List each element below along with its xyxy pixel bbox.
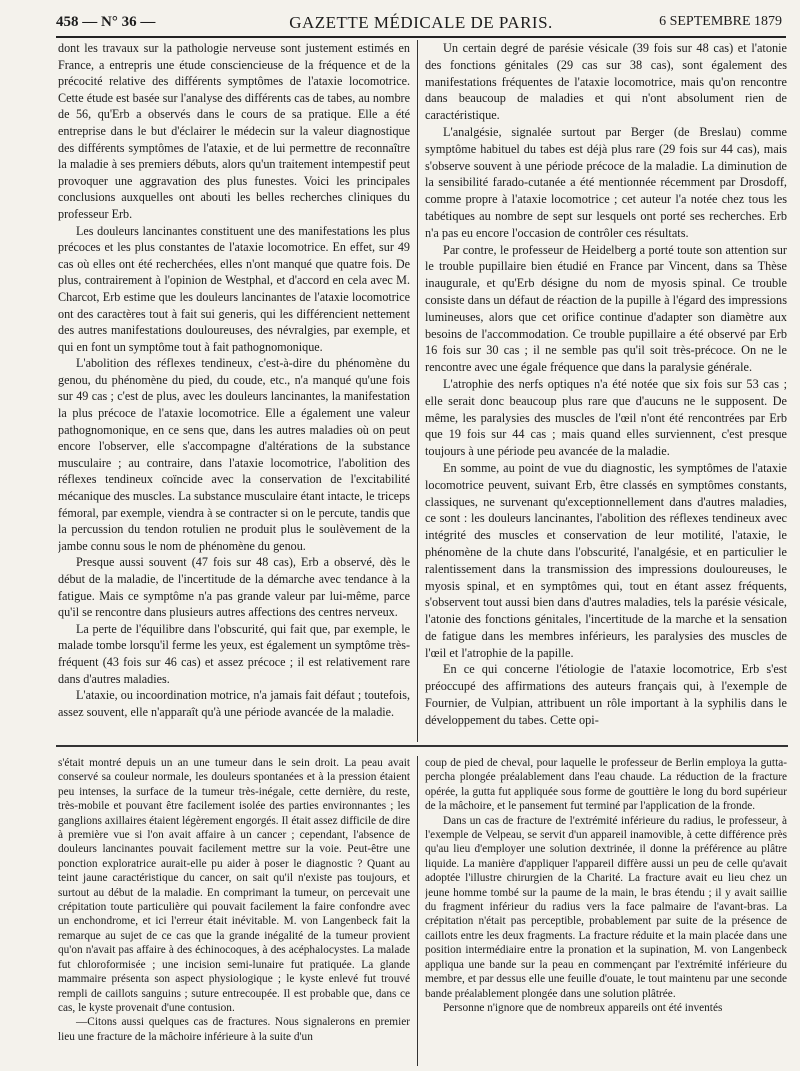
page-number: 458 — N° 36 — [56, 14, 156, 30]
paragraph: s'était montré depuis un an une tumeur dans le sein droit. La peau avait conservé sa couleur normale, les douleurs spontanées et à la pression étaient peu intenses, la surface de la tumeur très-inégale, cette dernière, du reste, très-mobile et pouvant être facilement isolée des parties environnantes ; les ganglions axillaires étaient légèrement engorgés. Il était assez difficile de dire à première vue si l'on avait affaire à un cancer ; cependant, l'absence de douleurs lancinantes pouvait facilement mettre sur la voie. Peut-être une ponction exploratrice aurait-elle pu aider à poser le diagnostic ? Quant au teint jaune caractéristique du cancer, on sait qu'il n'existe pas toujours, et surtout au début de la maladie. En comprimant la tumeur, on percevait une crépitation toute particulière qui pouvait facilement la faire confondre avec un enchondrome, et ici l'erreur était inévitable. M. von Langenbeck fait la remarque au sujet de ce cas que la grande inégalité de la tumeur provient qu'on n'avait pas affaire à des échinocoques, à des acéphalocystes. La malade fut chloroformisée ; une incision semi-lunaire fut pratiquée. La glande mammaire présenta son aspect physiologique ; le kyste enlevé fut trouvé rempli de caillots sanguins ; suture entrecoupée. Il est probable que, dans ce cas, le kyste provenait d'une contusion. [58, 757, 410, 1014]
paragraph: L'ataxie, ou incoordination motrice, n'a jamais fait défaut ; toutefois, assez souvent, elle n'apparaît qu'à une période avancée de la maladie. [58, 688, 410, 719]
paragraph: dont les travaux sur la pathologie nerveuse sont justement estimés en France, a entrepris une étude consciencieuse de la fréquence et de la précocité relative des différents symptômes de l'ataxie locomotrice. Cette étude est basée sur l'analyse des différents cas de tabes, au nombre de 56, qu'Erb a observés dans le cours de sa pratique. Elle a été entreprise dans le but d'éclairer le médecin sur la valeur diagnostique des différents symptômes de l'ataxie, et de lui permettre de reconnaître la maladie à ses premiers débuts, alors qu'un traitement intempestif peut provoquer une aggravation des plus funestes. Voici les principales conclusions auxquelles ont abouti les belles recherches cliniques du professeur Erb. [58, 41, 410, 221]
lower-column-rule [417, 756, 418, 1066]
lower-left-column [58, 756, 410, 1066]
paragraph: Par contre, le professeur de Heidelberg a porté toute son attention sur le trouble pupillaire bien étudié en France par Vincent, dans sa Thèse inaugurale, et qu'Erb désigne du nom de myosis spinal. Ce trouble consiste dans un défaut de réaction de la pupille à l'égard des impressions lumineuses, alors que cet orifice continue d'adapter son diamètre aux besoins de l'accommodation. Ce trouble pupillaire a été observé par Erb 16 fois sur 30 cas ; il ne semble pas qu'il soit très-précoce. On ne le rencontre avec une égale fréquence que dans la paralysie générale. [425, 242, 787, 375]
paragraph: L'atrophie des nerfs optiques n'a été notée que six fois sur 53 cas ; elle serait donc beaucoup plus rare que d'aucuns ne le supposent. De même, les paralysies des muscles de l'œil n'ont été rencontrées par Erb que 19 fois sur 44 cas ; mais quand elles surviennent, c'est presque toujours à une période peu avancée de la maladie. [425, 376, 787, 459]
lower-right-column [425, 756, 787, 1066]
issue-date: 6 SEPTEMBRE 1879 [659, 14, 782, 29]
paragraph: Dans un cas de fracture de l'extrémité inférieure du radius, le professeur, à l'exemple de Velpeau, se servit d'un appareil inamovible, à cette différence près qu'au lieu d'employer une solution dextrinée, il donne la préférence au plâtre liquide. La manière d'appliquer l'appareil diffère aussi un peu de celle qu'avait adoptée l'illustre chirurgien de la Charité. La fracture avait eu lieu chez un jeune homme tombé sur la paume de la main, le bras étendu ; il y avait saillie du fragment inférieur du radius vers la face palmaire de l'avant-bras. La crépitation n'était pas perceptible, probablement par suite de la présence de caillots entre les deux fragments. La fracture réduite et la main placée dans une position intermédiaire entre la pronation et la supination, M. von Langenbeck appliqua une bande sur la peau en commençant par l'extrémité inférieure du membre, et par dessus elle une feuille d'ouate, le tout maintenu par une seconde bande préalablement plongée dans une solution plâtrée. [425, 814, 787, 1000]
section-divider [56, 745, 788, 747]
journal-title: GAZETTE MÉDICALE DE PARIS. [289, 13, 553, 32]
upper-column-rule [417, 40, 418, 742]
paragraph: La perte de l'équilibre dans l'obscurité, qui fait que, par exemple, le malade tombe lorsqu'il ferme les yeux, est également un symptôme très-fréquent (43 fois sur 46 cas) et assez précoce ; il est relativement rare dans d'autres maladies. [58, 621, 410, 686]
upper-left-column [58, 40, 410, 742]
paragraph: L'abolition des réflexes tendineux, c'est-à-dire du phénomène du genou, du phénomène du pied, du coude, etc., n'a manqué qu'une fois sur 49 cas ; c'est de plus, avec les douleurs lancinantes, la manifestation la plus précoce de l'ataxie locomotrice. Elle a également une valeur pathognomonique, en ce sens que, dans les autres maladies où on peut encore l'observer, elle s'accompagne d'altérations de la substance musculaire ; au contraire, dans l'ataxie locomotrice, l'abolition des réflexes tendineux coïncide avec la conservation de l'excitabilité mécanique des muscles. La substance musculaire étant intacte, le triceps fémoral, par exemple, viendra à se contracter si on le percute, tandis que la percussion du tendon rotulien ne produit plus le soulèvement de la jambe connu sous le nom de phénomène du genou. [58, 356, 410, 553]
paragraph: Presque aussi souvent (47 fois sur 48 cas), Erb a observé, dès le début de la maladie, de l'incertitude de la démarche avec tendance à la fatigue. Mais ce symptôme n'a pas grande valeur par lui-même, parce qu'il se rencontre dans plusieurs autres affections des centres nerveux. [58, 555, 410, 620]
paragraph: En somme, au point de vue du diagnostic, les symptômes de l'ataxie locomotrice peuvent, suivant Erb, être classés en symptômes constants, classiques, ne survenant qu'exceptionnellement dans d'autres maladies, ce sont : les douleurs lancinantes, l'abolition des réflexes tendineux avec intégrité des muscles et conservation de leur motilité, l'ataxie, le phénomène de la chute dans l'obscurité, l'analgésie, et en particulier le ralentissement dans la transmission des impressions douloureuses, le myosis spinal, et en symptômes qui, tout en étant assez fréquents, s'observent tout aussi bien dans d'autres maladies, tels la parésie vésicale, l'atonie des fonctions génitales, l'incertitude de la marche et la sensation de fatigue dans les membres inférieurs, les paralysies des muscles de l'œil et l'atrophie de la papille. [425, 460, 787, 660]
paragraph: coup de pied de cheval, pour laquelle le professeur de Berlin employa la gutta-percha plongée préalablement dans l'eau chaude. La réduction de la fracture opérée, la gutta fut appliquée sous forme de gouttière le long du bord supérieur de la mâchoire, et le pansement fut terminé par l'application de la fronde. [425, 757, 787, 813]
paragraph: Les douleurs lancinantes constituent une des manifestations les plus précoces et les plus constantes de l'ataxie locomotrice. En effet, sur 49 cas où elles ont été recherchées, elles n'ont manqué que quatre fois. De plus, contrairement à l'opinion de Westphal, et d'accord en cela avec M. Charcot, Erb estime que les douleurs lancinantes de l'ataxie locomotrice ont des caractères tout à fait sui generis, qui les différencient nettement des autres manifestations douloureuses, des névralgies, par exemple, et qui en font un symptôme tout à fait pathognomonique. [58, 223, 410, 354]
paragraph: L'analgésie, signalée surtout par Berger (de Breslau) comme symptôme habituel du tabes est déjà plus rare (29 fois sur 44 cas), mais s'observe souvent à une période précoce de la maladie. La diminution de la sensibilité farado-cutanée a été mentionnée récemment par Drosdoff, comme propre à l'ataxie locomotrice ; cet auteur l'a notée chez tous les tabétiques au nombre de sept sur lesquels ont porté ses recherches. Erb n'a pas eu encore l'occasion de contrôler ces résultats. [425, 124, 787, 240]
paragraph: Personne n'ignore que de nombreux appareils ont été inventés [443, 1001, 723, 1014]
paragraph: —Citons aussi quelques cas de fractures. Nous signalerons en premier lieu une fracture de la mâchoire inférieure à la suite d'un [58, 1016, 410, 1043]
page-header [56, 10, 786, 38]
upper-right-column [425, 40, 787, 742]
paragraph: En ce qui concerne l'étiologie de l'ataxie locomotrice, Erb s'est préoccupé des affirmations des auteurs français qui, à l'exemple de Fournier, de Vulpian, attribuent un rôle important à la syphilis dans le développement du tabes. Cette opi- [425, 662, 787, 727]
paragraph: Un certain degré de parésie vésicale (39 fois sur 48 cas) et l'atonie des fonctions génitales (29 cas sur 38 cas), sont également des manifestations fréquentes de l'ataxie locomotrice, mais qu'on rencontre dans beaucoup de maladies et qui n'ont absolument rien de caractéristique. [425, 41, 787, 123]
